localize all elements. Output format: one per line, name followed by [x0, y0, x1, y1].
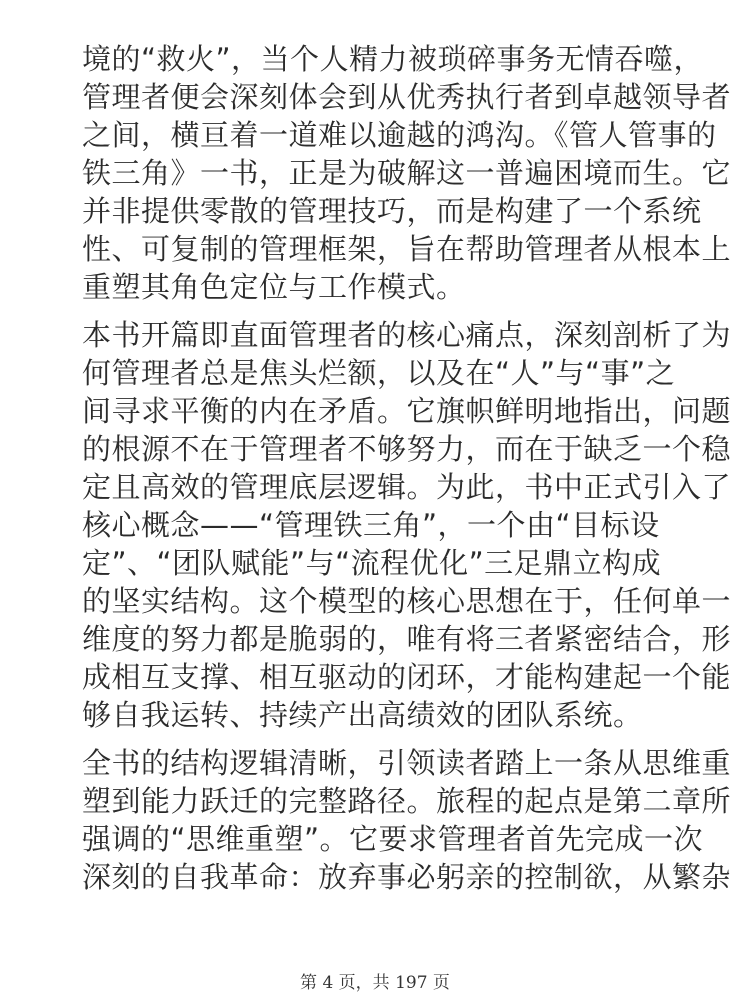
text-line: 维度的努力都是脆弱的，唯有将三者紧密结合，形: [82, 622, 732, 656]
paragraph: [82, 744, 732, 896]
text-line: 重塑其角色定位与工作模式。: [82, 270, 466, 304]
text-line: 的坚实结构。这个模型的核心思想在于，任何单一: [82, 584, 732, 618]
paragraph: [82, 40, 732, 306]
text-line: 深刻的自我革命：放弃事必躬亲的控制欲，从繁杂: [82, 860, 732, 894]
text-line: 成相互支撑、相互驱动的闭环，才能构建起一个能: [82, 660, 732, 694]
page-number-footer: 第 4 页，共 197 页: [300, 973, 450, 993]
text-line: 定”、“团队赋能”与“流程优化”三足鼎立构成: [82, 546, 662, 580]
text-line: 何管理者总是焦头烂额，以及在“人”与“事”之: [82, 356, 676, 390]
text-line: 性、可复制的管理框架，旨在帮助管理者从根本上: [82, 232, 732, 266]
text-line: 之间，横亘着一道难以逾越的鸿沟。《管人管事的: [82, 118, 717, 152]
body-text: [82, 40, 732, 896]
text-line: 并非提供零散的管理技巧，而是构建了一个系统: [82, 194, 702, 228]
text-line: 境的“救火”，当个人精力被琐碎事务无情吞噬，: [82, 42, 704, 76]
text-line: 强调的“思维重塑”。它要求管理者首先完成一次: [82, 822, 704, 856]
text-line: 间寻求平衡的内在矛盾。它旗帜鲜明地指出，问题: [82, 394, 732, 428]
text-line: 核心概念——“管理铁三角”，一个由“目标设: [82, 508, 660, 542]
paragraph: [82, 316, 732, 734]
text-line: 本书开篇即直面管理者的核心痛点，深刻剖析了为: [82, 318, 732, 352]
text-line: 全书的结构逻辑清晰，引领读者踏上一条从思维重: [82, 746, 732, 780]
text-line: 定且高效的管理底层逻辑。为此，书中正式引入了: [82, 470, 732, 504]
text-line: 够自我运转、持续产出高绩效的团队系统。: [82, 698, 643, 732]
text-line: 塑到能力跃迁的完整路径。旅程的起点是第二章所: [82, 784, 732, 818]
text-line: 铁三角》一书，正是为破解这一普遍困境而生。它: [82, 156, 732, 190]
text-line: 管理者便会深刻体会到从优秀执行者到卓越领导者: [82, 80, 732, 114]
text-line: 的根源不在于管理者不够努力，而在于缺乏一个稳: [82, 432, 732, 466]
